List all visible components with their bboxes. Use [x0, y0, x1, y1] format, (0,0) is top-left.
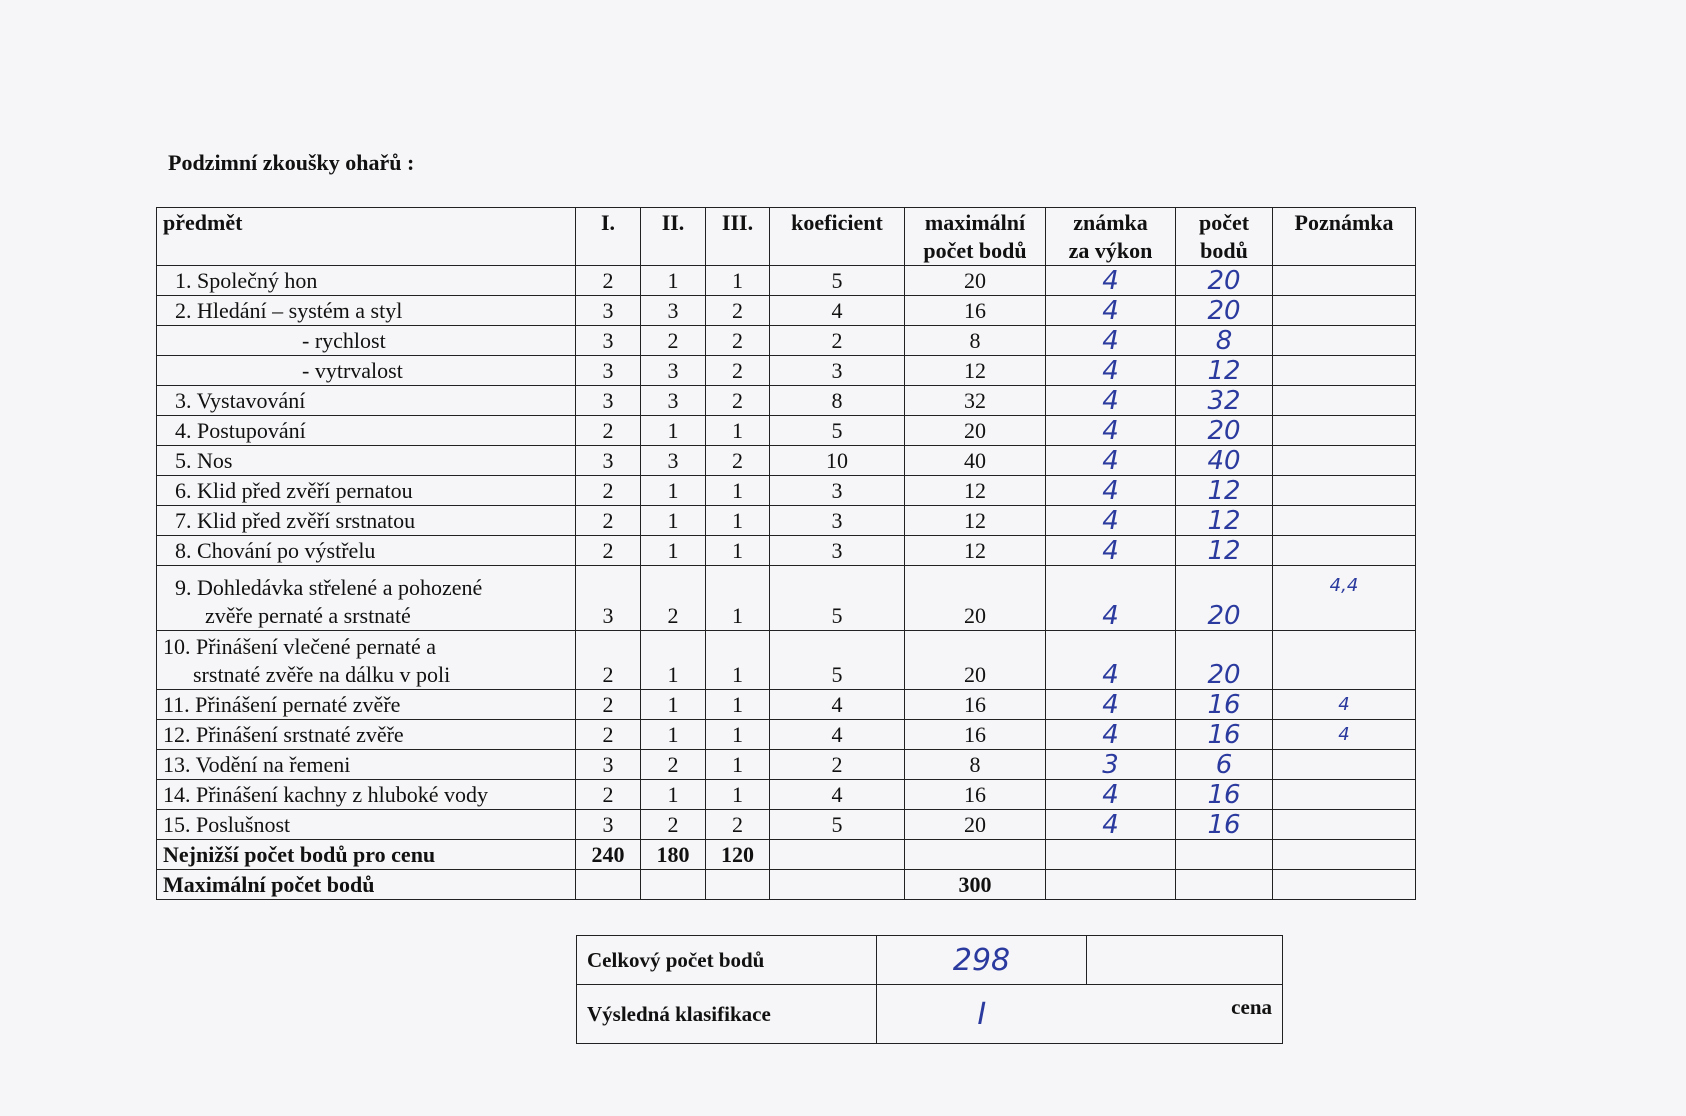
subject-cell: 12. Přinášení srstnaté zvěře — [157, 720, 576, 750]
score-table — [156, 207, 1416, 900]
classification-row — [577, 985, 1283, 1044]
note-cell — [1273, 416, 1416, 446]
points-cell: 20 — [1176, 631, 1273, 690]
prize-1-cell: 2 — [576, 536, 641, 566]
coefficient-cell: 10 — [770, 446, 905, 476]
prize-3-cell: 1 — [706, 720, 770, 750]
grade-cell: 4 — [1046, 536, 1176, 566]
note-cell — [1273, 386, 1416, 416]
subject-cell: 13. Vodění na řemeni — [157, 750, 576, 780]
prize-1-cell: 2 — [576, 506, 641, 536]
header-prize-2: II. — [641, 208, 706, 266]
max-points-cell: 20 — [905, 416, 1046, 446]
coefficient-cell: 3 — [770, 506, 905, 536]
max-points-total: 300 — [905, 870, 1046, 900]
grade-cell: 4 — [1046, 506, 1176, 536]
empty-cell — [706, 870, 770, 900]
empty-cell — [1176, 870, 1273, 900]
prize-2-cell: 2 — [641, 810, 706, 840]
table-row — [157, 720, 1416, 750]
empty-cell — [1176, 840, 1273, 870]
table-row — [157, 506, 1416, 536]
note-cell — [1273, 266, 1416, 296]
note-cell: 4,4 — [1273, 566, 1416, 631]
table-row — [157, 296, 1416, 326]
header-prize-3: III. — [706, 208, 770, 266]
header-max-points: maximální počet bodů — [905, 208, 1046, 266]
table-row — [157, 476, 1416, 506]
prize-2-cell: 1 — [641, 536, 706, 566]
prize-1-cell: 3 — [576, 356, 641, 386]
prize-3-cell: 2 — [706, 386, 770, 416]
grade-cell: 4 — [1046, 690, 1176, 720]
table-row — [157, 536, 1416, 566]
empty-cell — [770, 870, 905, 900]
prize-2-cell: 3 — [641, 446, 706, 476]
prize-1-cell: 2 — [576, 416, 641, 446]
max-points-label: Maximální počet bodů — [157, 870, 576, 900]
min-points-prize-2: 180 — [641, 840, 706, 870]
subject-cell: 15. Poslušnost — [157, 810, 576, 840]
subject-cell: 2. Hledání – systém a styl — [157, 296, 576, 326]
points-cell: 6 — [1176, 750, 1273, 780]
coefficient-cell: 4 — [770, 780, 905, 810]
coefficient-cell: 2 — [770, 750, 905, 780]
prize-1-cell: 2 — [576, 780, 641, 810]
grade-cell: 3 — [1046, 750, 1176, 780]
coefficient-cell: 5 — [770, 416, 905, 446]
grade-cell: 4 — [1046, 356, 1176, 386]
coefficient-cell: 5 — [770, 566, 905, 631]
table-row — [157, 266, 1416, 296]
page-title: Podzimní zkoušky ohařů : — [168, 150, 415, 175]
points-cell: 20 — [1176, 566, 1273, 631]
table-row — [157, 566, 1416, 631]
table-row — [157, 750, 1416, 780]
coefficient-cell: 5 — [770, 810, 905, 840]
header-row — [157, 208, 1416, 266]
max-points-cell: 40 — [905, 446, 1046, 476]
empty-cell — [1087, 936, 1283, 985]
points-cell: 16 — [1176, 690, 1273, 720]
prize-1-cell: 2 — [576, 476, 641, 506]
prize-3-cell: 1 — [706, 690, 770, 720]
prize-1-cell: 3 — [576, 386, 641, 416]
prize-3-cell: 1 — [706, 266, 770, 296]
points-cell: 32 — [1176, 386, 1273, 416]
max-points-cell: 12 — [905, 536, 1046, 566]
prize-2-cell: 3 — [641, 386, 706, 416]
grade-cell: 4 — [1046, 810, 1176, 840]
table-row — [157, 416, 1416, 446]
grade-cell: 4 — [1046, 631, 1176, 690]
points-cell: 40 — [1176, 446, 1273, 476]
max-points-row — [157, 870, 1416, 900]
subject-cell: 8. Chování po výstřelu — [157, 536, 576, 566]
min-points-row — [157, 840, 1416, 870]
subject-cell: 1. Společný hon — [157, 266, 576, 296]
points-cell: 12 — [1176, 536, 1273, 566]
prize-1-cell: 2 — [576, 266, 641, 296]
total-points-value: 298 — [877, 936, 1087, 985]
min-points-label: Nejnižší počet bodů pro cenu — [157, 840, 576, 870]
max-points-cell: 12 — [905, 356, 1046, 386]
prize-2-cell: 1 — [641, 416, 706, 446]
prize-3-cell: 1 — [706, 631, 770, 690]
total-row — [577, 936, 1283, 985]
points-cell: 16 — [1176, 720, 1273, 750]
note-cell — [1273, 446, 1416, 476]
subject-cell: 10. Přinášení vlečené pernaté a srstnaté zvěře na dálku v poli — [157, 631, 576, 690]
prize-3-cell: 1 — [706, 566, 770, 631]
total-points-label: Celkový počet bodů — [577, 936, 877, 985]
grade-cell: 4 — [1046, 446, 1176, 476]
points-cell: 12 — [1176, 506, 1273, 536]
coefficient-cell: 4 — [770, 296, 905, 326]
header-coefficient: koeficient — [770, 208, 905, 266]
subject-cell: - rychlost — [157, 326, 576, 356]
empty-cell — [1046, 870, 1176, 900]
header-note: Poznámka — [1273, 208, 1416, 266]
subject-cell: 7. Klid před zvěří srstnatou — [157, 506, 576, 536]
coefficient-cell: 3 — [770, 536, 905, 566]
table-row — [157, 326, 1416, 356]
prize-1-cell: 3 — [576, 296, 641, 326]
empty-cell — [1046, 840, 1176, 870]
table-row — [157, 810, 1416, 840]
max-points-cell: 16 — [905, 780, 1046, 810]
note-cell: 4 — [1273, 720, 1416, 750]
coefficient-cell: 3 — [770, 476, 905, 506]
points-cell: 20 — [1176, 416, 1273, 446]
note-cell — [1273, 476, 1416, 506]
classification-suffix: cena — [1087, 985, 1283, 1044]
coefficient-cell: 5 — [770, 631, 905, 690]
table-row — [157, 386, 1416, 416]
min-points-prize-3: 120 — [706, 840, 770, 870]
coefficient-cell: 2 — [770, 326, 905, 356]
points-cell: 16 — [1176, 810, 1273, 840]
prize-3-cell: 1 — [706, 476, 770, 506]
prize-3-cell: 2 — [706, 326, 770, 356]
note-cell — [1273, 296, 1416, 326]
grade-cell: 4 — [1046, 296, 1176, 326]
prize-2-cell: 1 — [641, 506, 706, 536]
coefficient-cell: 5 — [770, 266, 905, 296]
table-row — [157, 690, 1416, 720]
empty-cell — [1273, 870, 1416, 900]
prize-1-cell: 3 — [576, 326, 641, 356]
max-points-cell: 8 — [905, 750, 1046, 780]
coefficient-cell: 4 — [770, 690, 905, 720]
prize-2-cell: 2 — [641, 566, 706, 631]
prize-2-cell: 1 — [641, 690, 706, 720]
prize-3-cell: 2 — [706, 810, 770, 840]
note-cell — [1273, 506, 1416, 536]
prize-3-cell: 2 — [706, 296, 770, 326]
prize-1-cell: 3 — [576, 566, 641, 631]
table-row — [157, 446, 1416, 476]
note-cell — [1273, 780, 1416, 810]
prize-2-cell: 2 — [641, 326, 706, 356]
subject-cell: 14. Přinášení kachny z hluboké vody — [157, 780, 576, 810]
coefficient-cell: 3 — [770, 356, 905, 386]
prize-3-cell: 1 — [706, 536, 770, 566]
subject-cell: 11. Přinášení pernaté zvěře — [157, 690, 576, 720]
points-cell: 20 — [1176, 296, 1273, 326]
max-points-cell: 20 — [905, 810, 1046, 840]
note-cell — [1273, 810, 1416, 840]
prize-1-cell: 3 — [576, 750, 641, 780]
prize-2-cell: 3 — [641, 356, 706, 386]
max-points-cell: 8 — [905, 326, 1046, 356]
empty-cell — [641, 870, 706, 900]
points-cell: 8 — [1176, 326, 1273, 356]
note-cell: 4 — [1273, 690, 1416, 720]
max-points-cell: 32 — [905, 386, 1046, 416]
prize-1-cell: 2 — [576, 690, 641, 720]
empty-cell — [1273, 840, 1416, 870]
prize-2-cell: 1 — [641, 631, 706, 690]
subject-cell: 3. Vystavování — [157, 386, 576, 416]
max-points-cell: 16 — [905, 720, 1046, 750]
subject-cell: - vytrvalost — [157, 356, 576, 386]
note-cell — [1273, 326, 1416, 356]
prize-3-cell: 2 — [706, 446, 770, 476]
prize-2-cell: 1 — [641, 720, 706, 750]
prize-1-cell: 3 — [576, 446, 641, 476]
table-row — [157, 356, 1416, 386]
grade-cell: 4 — [1046, 476, 1176, 506]
summary-table — [576, 935, 1283, 1044]
table-row — [157, 780, 1416, 810]
empty-cell — [576, 870, 641, 900]
max-points-cell: 20 — [905, 566, 1046, 631]
header-grade: známka za výkon — [1046, 208, 1176, 266]
grade-cell: 4 — [1046, 416, 1176, 446]
subject-cell: 9. Dohledávka střelené a pohozené zvěře pernaté a srstnaté — [157, 566, 576, 631]
prize-3-cell: 1 — [706, 750, 770, 780]
prize-3-cell: 1 — [706, 780, 770, 810]
grade-cell: 4 — [1046, 720, 1176, 750]
prize-3-cell: 1 — [706, 416, 770, 446]
note-cell — [1273, 356, 1416, 386]
coefficient-cell: 4 — [770, 720, 905, 750]
prize-2-cell: 3 — [641, 296, 706, 326]
grade-cell: 4 — [1046, 326, 1176, 356]
header-points: počet bodů — [1176, 208, 1273, 266]
subject-cell: 4. Postupování — [157, 416, 576, 446]
grade-cell: 4 — [1046, 386, 1176, 416]
grade-cell: 4 — [1046, 266, 1176, 296]
note-cell — [1273, 631, 1416, 690]
header-subject: předmět — [157, 208, 576, 266]
max-points-cell: 12 — [905, 506, 1046, 536]
points-cell: 20 — [1176, 266, 1273, 296]
max-points-cell: 20 — [905, 631, 1046, 690]
note-cell — [1273, 536, 1416, 566]
subject-cell: 5. Nos — [157, 446, 576, 476]
max-points-cell: 20 — [905, 266, 1046, 296]
min-points-prize-1: 240 — [576, 840, 641, 870]
points-cell: 16 — [1176, 780, 1273, 810]
coefficient-cell: 8 — [770, 386, 905, 416]
prize-1-cell: 2 — [576, 631, 641, 690]
points-cell: 12 — [1176, 356, 1273, 386]
prize-3-cell: 2 — [706, 356, 770, 386]
empty-cell — [905, 840, 1046, 870]
empty-cell — [770, 840, 905, 870]
max-points-cell: 16 — [905, 690, 1046, 720]
prize-2-cell: 1 — [641, 780, 706, 810]
prize-1-cell: 2 — [576, 720, 641, 750]
classification-value: I — [877, 985, 1087, 1044]
max-points-cell: 16 — [905, 296, 1046, 326]
prize-3-cell: 1 — [706, 506, 770, 536]
header-prize-1: I. — [576, 208, 641, 266]
max-points-cell: 12 — [905, 476, 1046, 506]
note-cell — [1273, 750, 1416, 780]
classification-label: Výsledná klasifikace — [577, 985, 877, 1044]
grade-cell: 4 — [1046, 566, 1176, 631]
prize-2-cell: 1 — [641, 476, 706, 506]
subject-cell: 6. Klid před zvěří pernatou — [157, 476, 576, 506]
prize-2-cell: 1 — [641, 266, 706, 296]
points-cell: 12 — [1176, 476, 1273, 506]
prize-2-cell: 2 — [641, 750, 706, 780]
prize-1-cell: 3 — [576, 810, 641, 840]
table-row — [157, 631, 1416, 690]
grade-cell: 4 — [1046, 780, 1176, 810]
